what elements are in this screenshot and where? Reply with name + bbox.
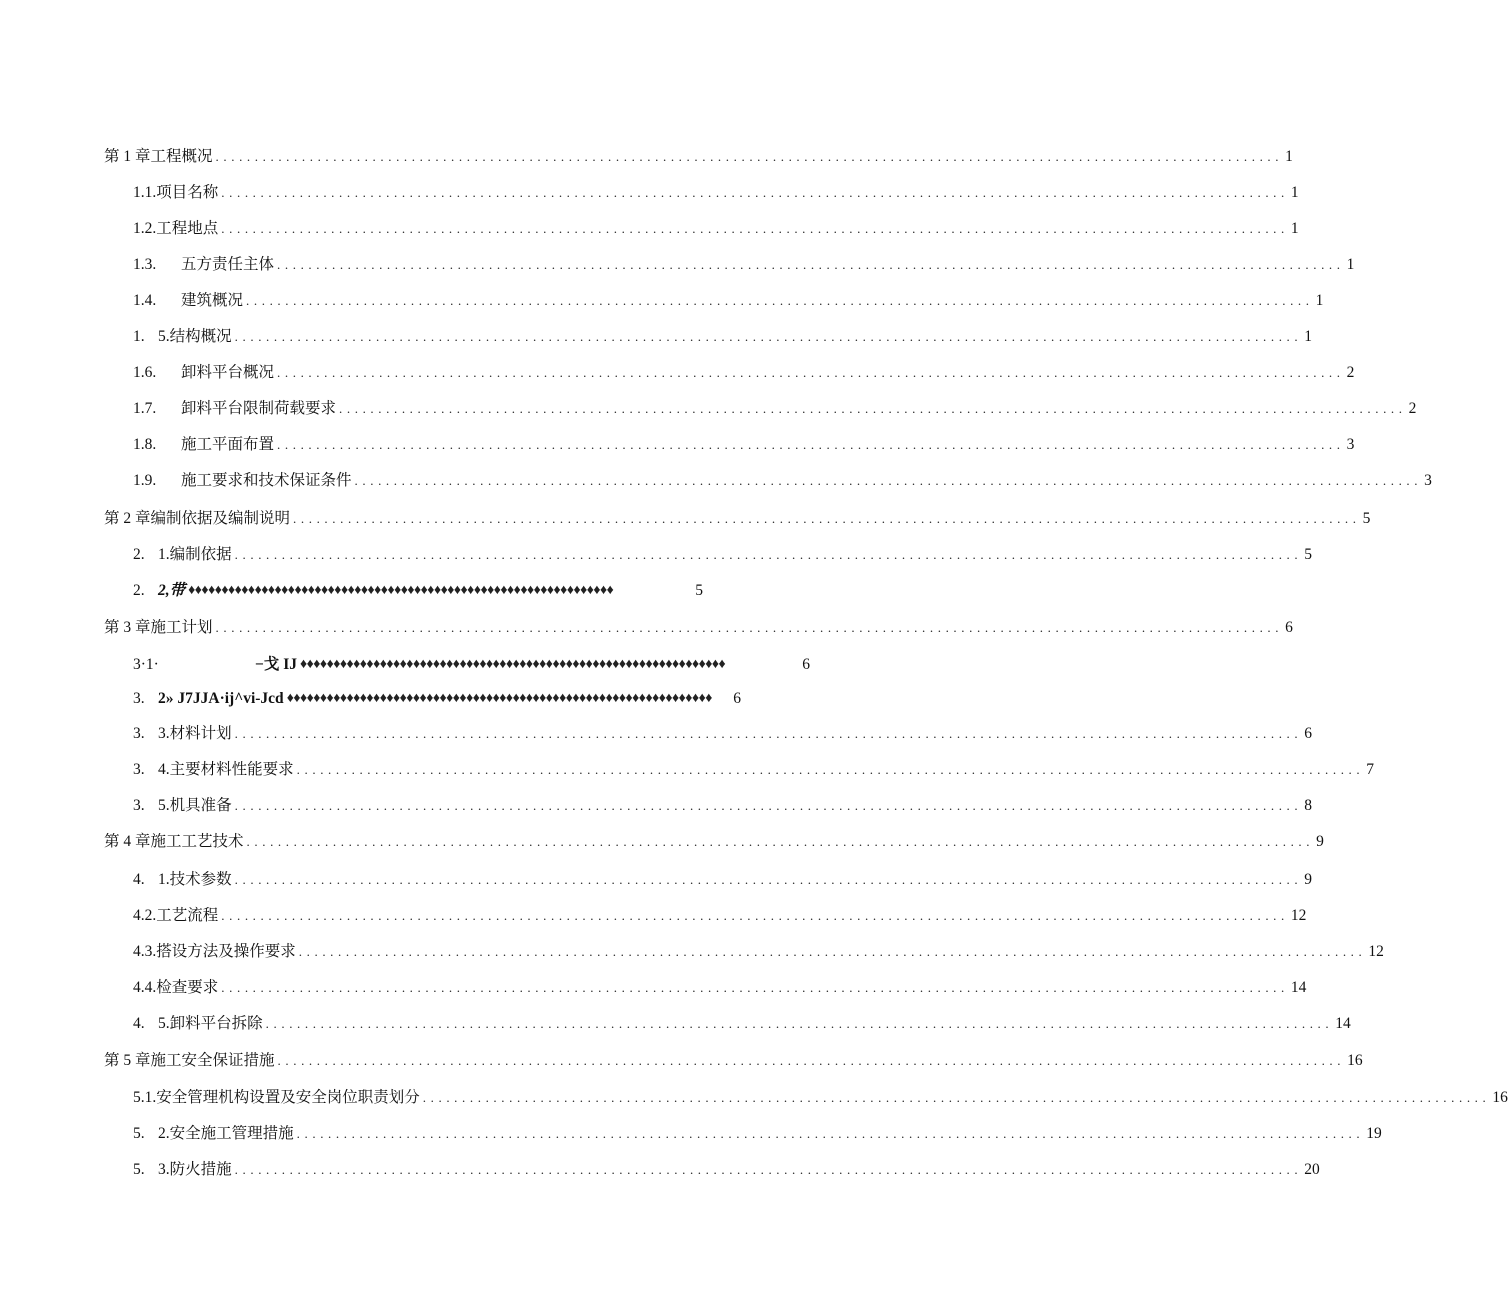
toc-chapter-3[interactable] xyxy=(104,614,1293,638)
toc-leader: ........................................................................................................................................ xyxy=(221,908,1289,923)
toc-page-number: 2 xyxy=(1346,364,1355,381)
toc-page-number: 1 xyxy=(1290,220,1299,237)
toc-leader: ........................................................................................................................................ xyxy=(234,726,1303,741)
toc-entry-label xyxy=(133,399,339,419)
toc-entry-title: 5.结构概况 xyxy=(158,328,232,345)
toc-section-1-2[interactable] xyxy=(133,215,1299,239)
toc-entry-label xyxy=(133,760,297,780)
toc-page-number: 16 xyxy=(1492,1089,1508,1106)
toc-entry-number: 1.3. xyxy=(133,256,157,273)
toc-entry-title: 3.材料计划 xyxy=(158,725,232,742)
toc-page-number: 20 xyxy=(1304,1161,1320,1178)
toc-entry-number: 5. xyxy=(133,1161,145,1178)
toc-leader: ........................................................................................................................................ xyxy=(221,980,1289,995)
toc-entry-title: 2.安全施工管理措施 xyxy=(158,1125,294,1142)
toc-page-number: 1 xyxy=(1290,184,1299,201)
toc-entry-number: 1.9. xyxy=(133,472,157,489)
toc-entry-title: 卸料平台限制荷载要求 xyxy=(181,400,337,417)
toc-entry-title: 2,带 xyxy=(158,582,186,599)
toc-page-number: 8 xyxy=(1304,797,1312,814)
toc-entry-title: 1.1.项目名称 xyxy=(133,184,219,201)
toc-entry-label xyxy=(133,655,300,675)
toc-entry-number: 5. xyxy=(133,1125,145,1142)
toc-page-number: 5 xyxy=(695,582,703,599)
toc-leader: ♦♦♦♦♦♦♦♦♦♦♦♦♦♦♦♦♦♦♦♦♦♦♦♦♦♦♦♦♦♦♦♦♦♦♦♦♦♦♦♦♦♦♦♦♦♦♦♦♦♦♦♦♦♦♦♦♦♦♦♦♦♦♦♦ xyxy=(300,657,726,672)
toc-leader: ........................................................................................................................................ xyxy=(234,329,1303,344)
toc-page-number: 14 xyxy=(1335,1015,1351,1032)
toc-entry-title: 5.卸料平台拆除 xyxy=(158,1015,263,1032)
toc-leader: ........................................................................................................................................ xyxy=(246,834,1315,849)
toc-section-4-2[interactable] xyxy=(133,902,1307,926)
toc-entry-title: 5.1.安全管理机构设置及安全岗位职责划分 xyxy=(133,1089,420,1106)
toc-entry-title: 卸料平台概况 xyxy=(181,364,275,381)
toc-entry-title: 施工要求和技术保证条件 xyxy=(181,472,352,489)
toc-page-number: 5 xyxy=(1362,510,1371,527)
toc-chapter-2[interactable] xyxy=(104,505,1371,529)
toc-section-3-5[interactable] xyxy=(133,792,1312,816)
toc-entry-title: 1.2.工程地点 xyxy=(133,220,219,237)
toc-section-4-1[interactable] xyxy=(133,866,1312,890)
toc-leader: ........................................................................................................................................ xyxy=(215,620,1284,635)
toc-page-number: 1 xyxy=(1304,328,1312,345)
toc-section-4-4[interactable] xyxy=(133,974,1307,998)
toc-entry-number: 2. xyxy=(133,582,145,599)
toc-leader: ........................................................................................................................................ xyxy=(339,401,1407,416)
toc-page-number: 14 xyxy=(1290,979,1307,996)
toc-entry-title: 3.防火措施 xyxy=(158,1161,232,1178)
toc-chapter-5[interactable] xyxy=(104,1047,1363,1071)
toc-leader: ........................................................................................................................................ xyxy=(296,1126,1365,1141)
toc-entry-label xyxy=(133,327,235,347)
toc-page-number: 5 xyxy=(1304,546,1312,563)
toc-entry-number: 4. xyxy=(133,871,145,888)
toc-entry-number: 1. xyxy=(133,328,145,345)
toc-page-number: 1 xyxy=(1346,256,1355,273)
toc-entry-title: 4.主要材料性能要求 xyxy=(158,761,294,778)
toc-entry-title: 4.2.工艺流程 xyxy=(133,907,219,924)
toc-entry-title: 建筑概况 xyxy=(181,292,244,309)
toc-entry-title: 2» J7JJA·ij^vi-Jcd xyxy=(158,690,284,707)
toc-page-number: 6 xyxy=(802,656,810,673)
toc-leader: ........................................................................................................................................ xyxy=(265,1016,1334,1031)
toc-leader: ........................................................................................................................................ xyxy=(234,798,1303,813)
toc-entry-title: 第 3 章施工计划 xyxy=(104,619,213,636)
toc-entry-title: 1.编制依据 xyxy=(158,546,232,563)
toc-leader: ........................................................................................................................................ xyxy=(354,473,1423,488)
toc-entry-number: 2. xyxy=(133,546,145,563)
toc-entry-label xyxy=(133,291,246,311)
toc-page-number: 16 xyxy=(1347,1052,1363,1069)
toc-section-3-4[interactable] xyxy=(133,756,1374,780)
toc-entry-label xyxy=(133,870,235,890)
toc-leader: ........................................................................................................................................ xyxy=(234,547,1303,562)
toc-page-number: 12 xyxy=(1368,943,1384,960)
toc-section-3-1[interactable] xyxy=(133,651,810,675)
toc-entry-title: 1.技术参数 xyxy=(158,871,232,888)
toc-leader: ♦♦♦♦♦♦♦♦♦♦♦♦♦♦♦♦♦♦♦♦♦♦♦♦♦♦♦♦♦♦♦♦♦♦♦♦♦♦♦♦♦♦♦♦♦♦♦♦♦♦♦♦♦♦♦♦♦♦♦♦♦♦♦♦ xyxy=(286,691,712,706)
toc-page-number: 1 xyxy=(1315,292,1324,309)
toc-entry-label xyxy=(133,724,235,744)
toc-entry-title: 施工平面布置 xyxy=(181,436,275,453)
toc-page-number: 9 xyxy=(1316,833,1324,850)
toc-section-4-3[interactable] xyxy=(133,938,1384,962)
toc-leader: ........................................................................................................................................ xyxy=(234,1162,1303,1177)
toc-page-number: 6 xyxy=(1304,725,1312,742)
toc-page-number: 3 xyxy=(1424,472,1432,489)
toc-section-2-1[interactable] xyxy=(133,541,1312,565)
toc-entry-title: 第 1 章工程概况 xyxy=(104,148,213,165)
toc-page-number: 2 xyxy=(1408,400,1417,417)
toc-entry-title: 第 4 章施工工艺技术 xyxy=(104,833,244,850)
toc-leader: ........................................................................................................................................ xyxy=(221,221,1289,236)
toc-entry-label xyxy=(133,689,287,709)
toc-leader: ........................................................................................................................................ xyxy=(234,872,1303,887)
toc-section-4-5[interactable] xyxy=(133,1010,1351,1034)
toc-section-1-3[interactable] xyxy=(133,251,1355,275)
toc-page-number: 7 xyxy=(1366,761,1374,778)
toc-entry-number: 3. xyxy=(133,797,145,814)
toc-entry-title: 五方责任主体 xyxy=(181,256,275,273)
toc-section-1-8[interactable] xyxy=(133,431,1355,455)
toc-entry-label xyxy=(133,796,235,816)
toc-entry-number: 1.8. xyxy=(133,436,157,453)
toc-chapter-4[interactable] xyxy=(104,828,1324,852)
toc-page-number: 1 xyxy=(1285,148,1293,165)
toc-section-1-6[interactable] xyxy=(133,359,1355,383)
toc-entry-title: 4.4.检查要求 xyxy=(133,979,219,996)
toc-entry-title: 第 2 章编制依据及编制说明 xyxy=(104,510,291,527)
toc-entry-number: 3·1· xyxy=(133,656,159,673)
toc-entry-label xyxy=(133,1124,297,1144)
toc-section-1-1[interactable] xyxy=(133,179,1299,203)
toc-page-number: 3 xyxy=(1346,436,1355,453)
toc-section-2-2[interactable] xyxy=(133,577,703,601)
toc-entry-title: −戈 IJ xyxy=(255,656,297,673)
toc-section-1-9[interactable] xyxy=(133,467,1432,491)
toc-section-1-4[interactable] xyxy=(133,287,1324,311)
toc-leader: ♦♦♦♦♦♦♦♦♦♦♦♦♦♦♦♦♦♦♦♦♦♦♦♦♦♦♦♦♦♦♦♦♦♦♦♦♦♦♦♦♦♦♦♦♦♦♦♦♦♦♦♦♦♦♦♦♦♦♦♦♦♦♦♦ xyxy=(188,583,614,598)
toc-leader: ........................................................................................................................................ xyxy=(277,1053,1346,1068)
toc-section-3-2[interactable] xyxy=(133,685,741,709)
toc-entry-label xyxy=(133,581,188,601)
toc-entry-number: 3. xyxy=(133,725,145,742)
toc-leader: ........................................................................................................................................ xyxy=(246,293,1314,308)
toc-leader: ........................................................................................................................................ xyxy=(277,365,1345,380)
toc-leader: ........................................................................................................................................ xyxy=(277,257,1345,272)
toc-leader: ........................................................................................................................................ xyxy=(293,511,1361,526)
toc-leader: ........................................................................................................................................ xyxy=(296,762,1365,777)
toc-section-1-7[interactable] xyxy=(133,395,1417,419)
toc-section-5-1[interactable] xyxy=(133,1084,1508,1108)
toc-page-number: 6 xyxy=(1285,619,1293,636)
toc-entry-title: 4.3.搭设方法及操作要求 xyxy=(133,943,296,960)
toc-entry-label xyxy=(133,1014,266,1034)
toc-entry-number: 1.4. xyxy=(133,292,157,309)
toc-entry-label xyxy=(133,435,277,455)
toc-entry-title: 5.机具准备 xyxy=(158,797,232,814)
toc-chapter-1[interactable] xyxy=(104,143,1293,167)
toc-entry-number: 3. xyxy=(133,761,145,778)
toc-entry-label xyxy=(133,363,277,383)
toc-page-number: 19 xyxy=(1366,1125,1382,1142)
toc-entry-label xyxy=(133,255,277,275)
toc-leader: ........................................................................................................................................ xyxy=(298,944,1367,959)
toc-entry-number: 1.6. xyxy=(133,364,157,381)
toc-entry-title: 第 5 章施工安全保证措施 xyxy=(104,1052,275,1069)
toc-entry-label xyxy=(133,1160,235,1180)
toc-leader: ........................................................................................................................................ xyxy=(277,437,1345,452)
toc-page-number: 6 xyxy=(733,690,741,707)
toc-section-5-2[interactable] xyxy=(133,1120,1382,1144)
toc-leader: ........................................................................................................................................ xyxy=(422,1090,1491,1105)
toc-entry-label xyxy=(133,471,355,491)
toc-leader: ........................................................................................................................................ xyxy=(221,185,1289,200)
toc-page-number: 12 xyxy=(1290,907,1307,924)
toc-section-1-5[interactable] xyxy=(133,323,1312,347)
toc-section-3-3[interactable] xyxy=(133,720,1312,744)
toc-section-5-3[interactable] xyxy=(133,1156,1320,1180)
toc-entry-number: 3. xyxy=(133,690,145,707)
toc-page-number: 9 xyxy=(1304,871,1312,888)
toc-entry-number: 1.7. xyxy=(133,400,157,417)
toc-entry-label xyxy=(133,545,235,565)
toc-leader: ........................................................................................................................................ xyxy=(215,149,1284,164)
toc-entry-number: 4. xyxy=(133,1015,145,1032)
